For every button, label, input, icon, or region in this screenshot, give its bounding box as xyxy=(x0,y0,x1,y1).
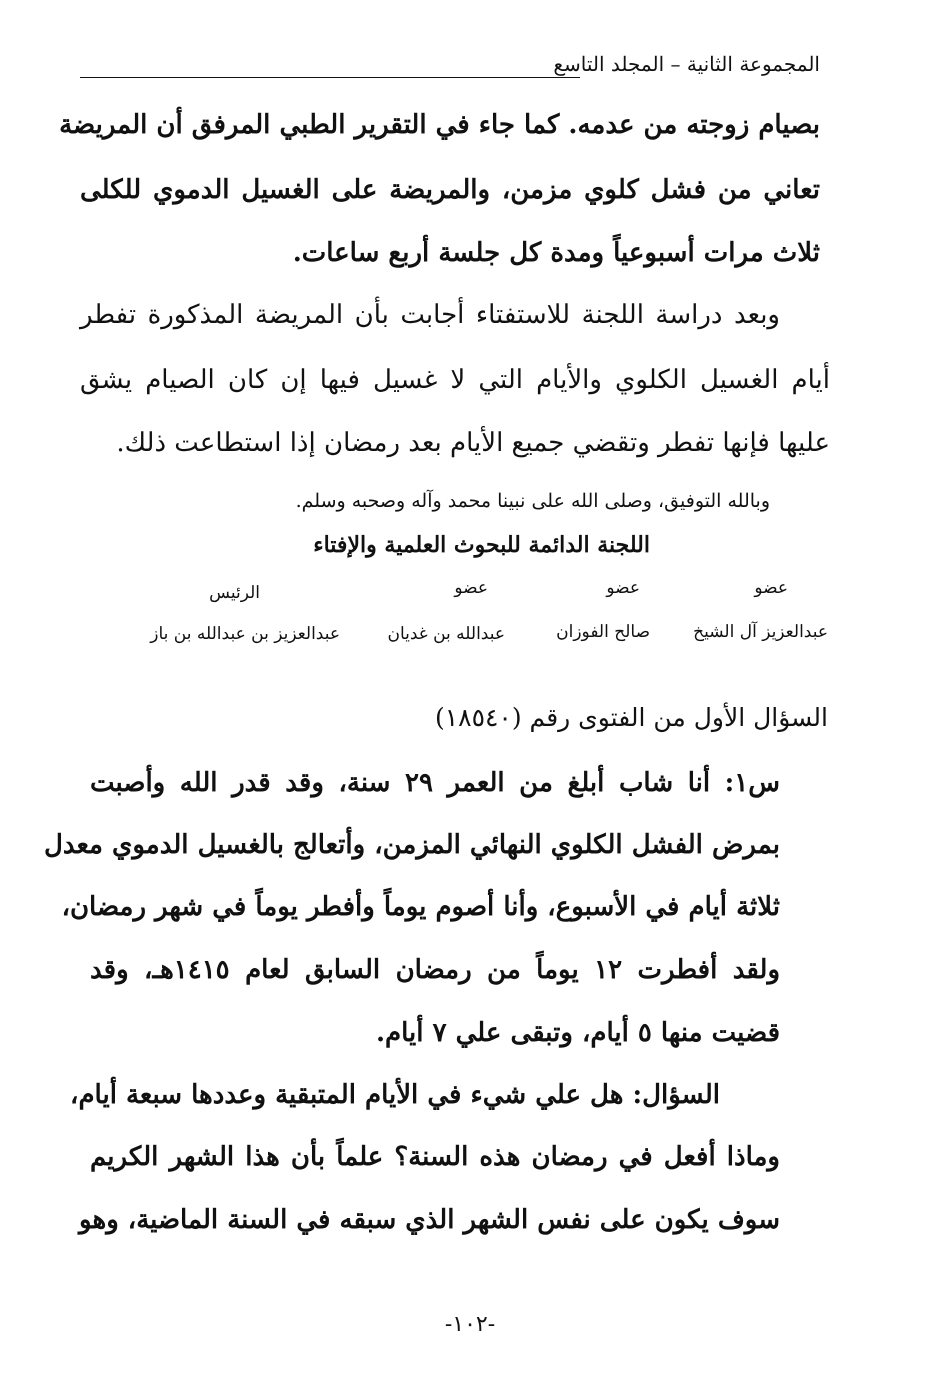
paragraph1-line-3: ثلاث مرات أسبوعياً ومدة كل جلسة أربع ساعات. xyxy=(292,238,820,268)
question2-line-3: سوف يكون على نفس الشهر الذي سبقه في السنة الماضية، وهو xyxy=(79,1205,780,1235)
signatory-role-2: عضو xyxy=(606,578,640,598)
signatory-name-4: عبدالعزيز بن عبدالله بن باز xyxy=(150,624,340,644)
signatory-name-1: عبدالعزيز آل الشيخ xyxy=(693,622,828,642)
question1-line-4: ولقد أفطرت ١٢ يوماً من رمضان السابق لعام ١٤١٥هـ، وقد xyxy=(90,955,781,985)
committee-title: اللجنة الدائمة للبحوث العلمية والإفتاء xyxy=(313,532,650,558)
running-header: المجموعة الثانية – المجلد التاسع xyxy=(553,52,820,76)
paragraph1-line-2: تعاني من فشل كلوي مزمن، والمريضة على الغسيل الدموي للكلى xyxy=(80,175,820,205)
paragraph2-line-3: عليها فإنها تفطر وتقضي جميع الأيام بعد رمضان إذا استطاعت ذلك. xyxy=(116,428,830,458)
signatory-name-2: صالح الفوزان xyxy=(556,622,650,642)
question1-line-2: بمرض الفشل الكلوي النهائي المزمن، وأتعالج بالغسيل الدموي معدل xyxy=(43,830,780,860)
signatory-role-3: عضو xyxy=(454,578,488,598)
paragraph1-line-1: بصيام زوجته من عدمه. كما جاء في التقرير الطبي المرفق أن المريضة xyxy=(59,110,820,140)
question2-line-1: السؤال: هل علي شيء في الأيام المتبقية وعددها سبعة أيام، xyxy=(70,1080,720,1110)
signatory-name-3: عبدالله بن غديان xyxy=(387,624,505,644)
closing-formula: وبالله التوفيق، وصلى الله على نبينا محمد وآله وصحبه وسلم. xyxy=(295,490,770,512)
signatory-role-4: الرئيس xyxy=(209,583,260,603)
paragraph2-line-2: أيام الغسيل الكلوي والأيام التي لا غسيل فيها إن كان الصيام يشق xyxy=(80,365,830,395)
question1-line-1: س١: أنا شاب أبلغ من العمر ٢٩ سنة، وقد قدر الله وأصبت xyxy=(90,768,780,798)
question1-line-5: قضيت منها ٥ أيام، وتبقى علي ٧ أيام. xyxy=(375,1018,780,1048)
fatwa-heading: السؤال الأول من الفتوى رقم (١٨٥٤٠) xyxy=(434,703,828,732)
paragraph2-line-1: وبعد دراسة اللجنة للاستفتاء أجابت بأن المريضة المذكورة تفطر xyxy=(80,300,780,330)
question2-line-2: وماذا أفعل في رمضان هذه السنة؟ علماً بأن هذا الشهر الكريم xyxy=(90,1142,780,1172)
signatory-role-1: عضو xyxy=(754,578,788,598)
question1-line-3: ثلاثة أيام في الأسبوع، وأنا أصوم يوماً وأفطر يوماً في شهر رمضان، xyxy=(61,892,780,922)
header-rule xyxy=(80,77,580,78)
page-number: -١٠٢- xyxy=(444,1312,496,1337)
